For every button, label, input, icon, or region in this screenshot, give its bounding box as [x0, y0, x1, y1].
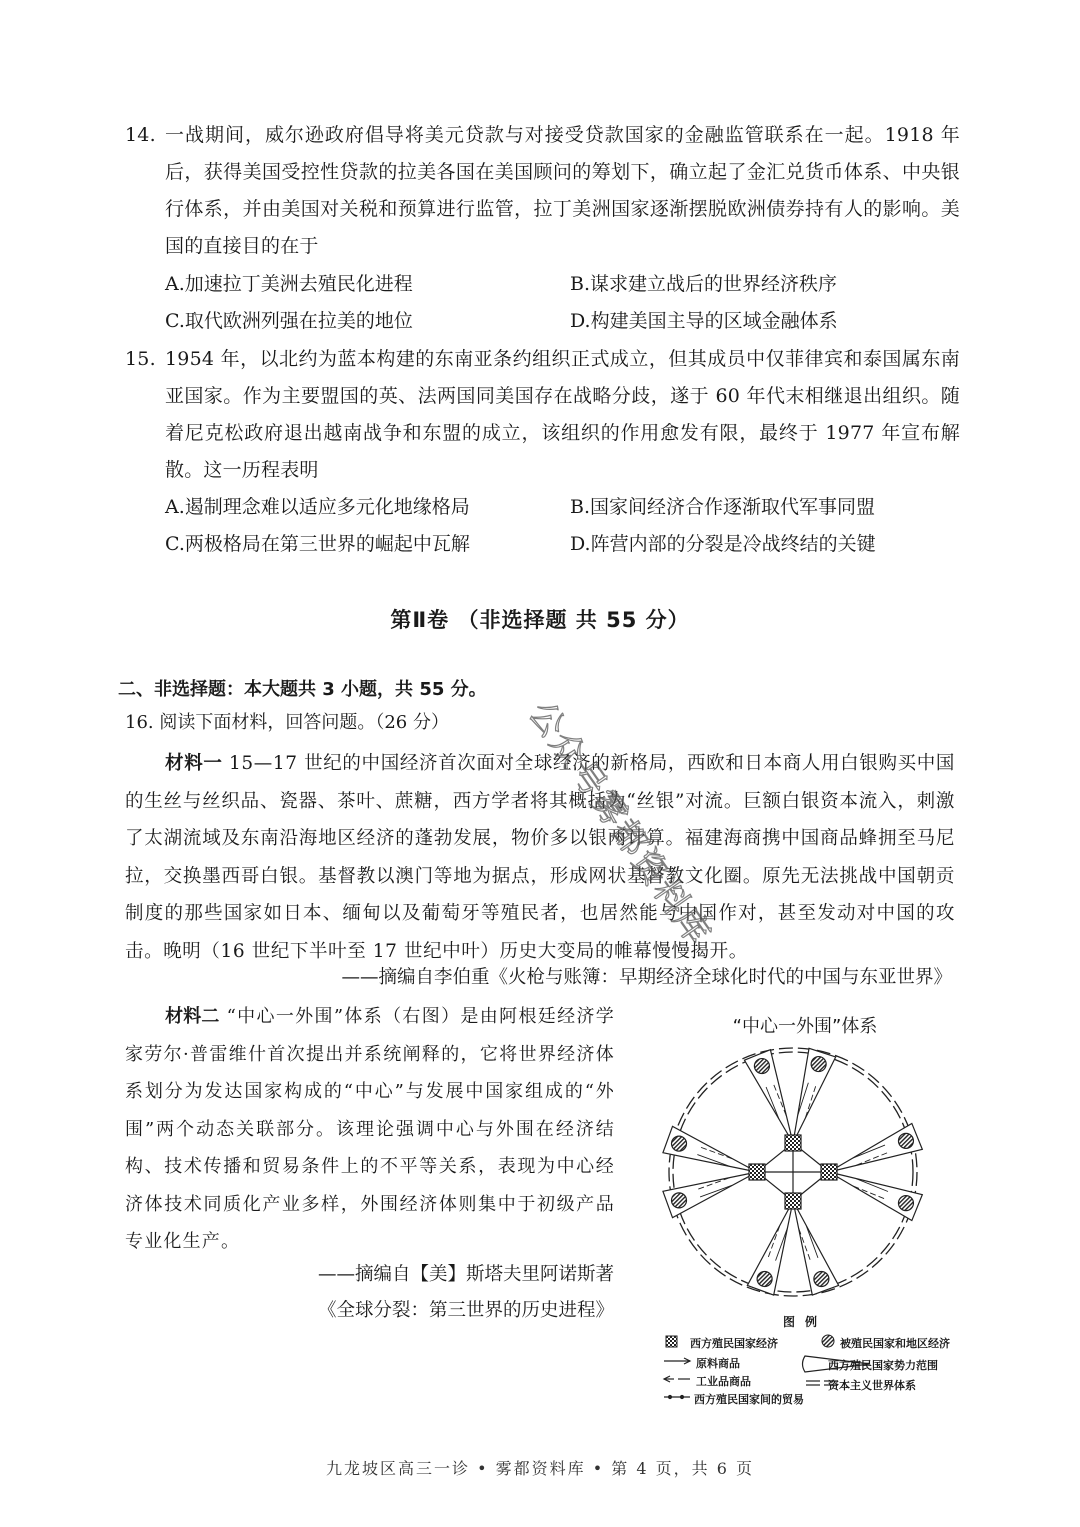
figure-title: “中心一外围”体系	[732, 1016, 878, 1037]
western-economy-top	[785, 1135, 801, 1151]
center-periphery-diagram	[650, 1040, 960, 1310]
material-2-text: “中心一外围”体系（右图）是由阿根廷经济学家劳尔·普雷维什首次提出并系统阐释的，它将世界经济体系划分为发达国家构成的“中心”与发展中国家组成的“外围”两个动态关联部分。该理论强调中心与外围在经济结构、技术传播和贸易条件上的不平等关系，表现为中心经济体技术同质化产业多样，外围经济体则集中于初级产品专业化生产。	[125, 1006, 616, 1252]
legend-raw-arrow-icon	[664, 1358, 690, 1364]
legend-trade-icon	[664, 1396, 690, 1399]
question-number: 14.	[125, 124, 156, 146]
legend-colonized-economy: 被殖民国家和地区经济	[840, 1337, 950, 1350]
legend-raw-goods: 原料商品	[696, 1357, 740, 1370]
option-c: C.两极格局在第三世界的崛起中瓦解	[165, 533, 470, 555]
colonized-economy	[754, 1059, 769, 1074]
question-15	[125, 341, 960, 489]
colonized-economy	[757, 1271, 772, 1286]
option-d: D.构建美国主导的区域金融体系	[570, 310, 838, 332]
question-16-prompt: 16. 阅读下面材料，回答问题。（26 分）	[125, 712, 449, 733]
western-economy-left	[749, 1164, 765, 1180]
legend-western-economy: 西方殖民国家经济	[690, 1337, 778, 1350]
section-title: 第Ⅱ卷 （非选择题 共 55 分）	[390, 608, 690, 632]
legend-inter-trade: 西方殖民国家间的贸易	[694, 1393, 804, 1406]
colonized-economy	[672, 1136, 687, 1151]
material-1-text: 15—17 世纪的中国经济首次面对全球经济的新格局，西欧和日本商人用白银购买中国的生丝与丝织品、瓷器、茶叶、蔗糖，西方学者将其概括为“丝银”对流。巨额白银资本流入，刺激了太湖流域及东南沿海地区经济的蓬勃发展，物价多以银两计算。福建海商携中国商品蜂拥至马尼拉，交换墨西哥白银。基督教以澳门等地为据点，形成网状基督教文化圈。原先无法挑战中国朝贡制度的那些国家如日本、缅甸以及葡萄牙等殖民者，也居然能与中国作对，甚至发动对中国的攻击。晚明（16 世纪下半叶至 17 世纪中叶）历史大变局的帷幕慢慢揭开。	[125, 753, 955, 962]
material-1-lead: 材料一	[165, 753, 223, 774]
question-stem: 1954 年，以北约为蓝本构建的东南亚条约组织正式成立，但其成员中仅菲律宾和泰国属东南亚国家。作为主要盟国的英、法两国同美国存在战略分歧，遂于 60 年代末相继退出组织。随着尼克松政府退出越南战争和东盟的成立，该组织的作用愈发有限，最终于 1977 年宣布解散。这一历程表明	[165, 348, 960, 481]
option-b: B.谋求建立战后的世界经济秩序	[570, 273, 838, 295]
material-2-source-line1: ——摘编自【美】斯塔夫里阿诺斯著	[317, 1264, 614, 1285]
western-economy-right	[821, 1164, 837, 1180]
legend-sphere: 西方殖民国家势力范围	[828, 1359, 938, 1372]
legend-world-system: 资本主义世界体系	[828, 1379, 916, 1392]
colonized-economy	[672, 1193, 687, 1208]
question-number: 15.	[125, 348, 156, 370]
colonized-economy	[898, 1133, 913, 1148]
colonized-economy	[811, 1057, 826, 1072]
material-1	[125, 745, 955, 970]
option-d: D.阵营内部的分裂是冷战终结的关键	[570, 533, 876, 555]
legend-industrial-goods: 工业品商品	[696, 1375, 751, 1388]
option-b: B.国家间经济合作逐渐取代军事同盟	[570, 496, 876, 518]
part-heading: 二、非选择题：本大题共 3 小题，共 55 分。	[118, 679, 487, 700]
colonized-economy	[814, 1271, 829, 1286]
page-footer: 九龙坡区高三一诊 • 雾都资料库 • 第 4 页，共 6 页	[326, 1459, 754, 1478]
legend-hatch-icon	[822, 1335, 834, 1347]
watermark: 公众号雾都资料库	[520, 694, 719, 954]
western-economy-bottom	[785, 1193, 801, 1209]
option-a: A.遏制理念难以适应多元化地缘格局	[165, 496, 470, 518]
legend-industrial-arrow-icon	[664, 1376, 690, 1382]
legend-title: 图例	[782, 1315, 827, 1329]
option-a: A.加速拉丁美洲去殖民化进程	[165, 273, 413, 295]
question-stem: 一战期间，威尔逊政府倡导将美元贷款与对接受贷款国家的金融监管联系在一起。1918 年后，获得美国受控性贷款的拉美各国在美国顾问的筹划下，确立起了金汇兑货币体系、中央银行体系，并由美国对关税和预算进行监管，拉丁美洲国家逐渐摆脱欧洲债券持有人的影响。美国的直接目的在于	[165, 124, 960, 257]
material-2-source-line2: 《全球分裂：第三世界的历史进程》	[317, 1300, 614, 1321]
question-14	[125, 117, 960, 265]
legend-checker-icon	[666, 1336, 677, 1347]
material-1-source: ——摘编自李伯重《火枪与账簿：早期经济全球化时代的中国与东亚世界》	[341, 967, 952, 988]
colonized-economy	[898, 1196, 913, 1211]
material-2-lead: 材料二	[165, 1006, 220, 1027]
option-c: C.取代欧洲列强在拉美的地位	[165, 310, 413, 332]
material-2	[125, 998, 615, 1261]
center-links	[757, 1143, 829, 1201]
